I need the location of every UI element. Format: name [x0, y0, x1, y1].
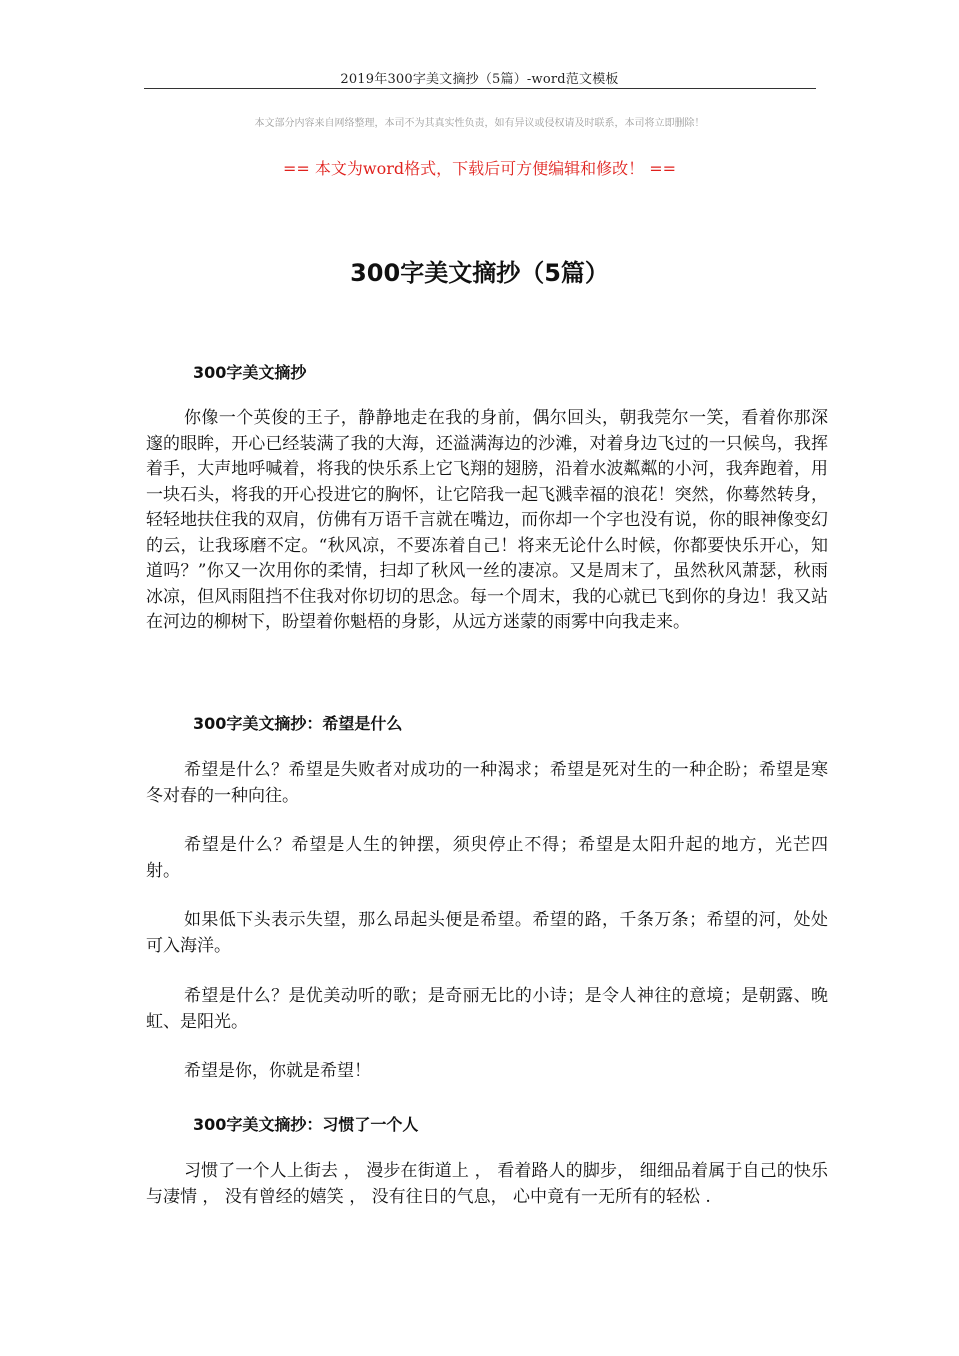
document-title: 300字美文摘抄（5篇）: [350, 259, 609, 287]
section-2-paragraph-5: 希望是你，你就是希望！: [184, 1061, 371, 1081]
format-notice: == 本文为word格式，下载后可方便编辑和修改！ ==: [282, 159, 677, 178]
section-heading-1: 300字美文摘抄: [193, 363, 307, 382]
header-divider: [144, 88, 816, 89]
disclaimer-text: 本文部分内容来自网络整理，本司不为其真实性负责，如有异议或侵权请及时联系，本司将立即删除！: [254, 118, 705, 129]
section-1-paragraph-1: 你像一个英俊的王子，静静地走在我的身前，偶尔回头，朝我莞尔一笑，看着你那深邃的眼眸，开心已经装满了我的大海，还溢满海边的沙滩，对着身边飞过的一只候鸟，我挥着手，大声地呼喊着，将我的快乐系上它飞翔的翅膀，沿着水波粼粼的小河，我奔跑着，用一块石头，将我的开心投进它的胸怀，让它陪我一起飞溅幸福的浪花！突然，你蓦然转身，轻轻地扶住我的双肩，仿佛有万语千言就在嘴边，而你却一个字也没有说，你的眼神像变幻的云，让我琢磨不定。“秋风凉，不要冻着自己！将来无论什么时候，你都要快乐开心，知道吗？”你又一次用你的柔情，扫却了秋风一丝的凄凉。又是周末了，虽然秋风萧瑟，秋雨冰凉，但风雨阻挡不住我对你切切的思念。每一个周末，我的心就已飞到你的身边！我又站在河边的柳树下，盼望着你魁梧的身影，从远方迷蒙的雨雾中向我走来。: [146, 408, 828, 632]
section-2-paragraph-2: 希望是什么？希望是人生的钟摆，须臾停止不得；希望是太阳升起的地方，光芒四射。: [146, 835, 828, 881]
section-2-paragraph-3: 如果低下头表示失望，那么昂起头便是希望。希望的路，千条万条；希望的河，处处可入海洋。: [146, 910, 828, 956]
section-2-paragraph-4: 希望是什么？是优美动听的歌；是奇丽无比的小诗；是令人神往的意境；是朝露、晚虹、是阳光。: [146, 986, 828, 1032]
section-heading-3: 300字美文摘抄：习惯了一个人: [193, 1115, 419, 1134]
running-header: 2019年300字美文摘抄（5篇）-word范文模板: [340, 72, 619, 87]
section-3-paragraph-1: 习惯了一个人上街去 ， 漫步在街道上 ， 看着路人的脚步， 细细品着属于自己的快乐与凄情 ， 没有曾经的嬉笑 ， 没有往日的气息， 心中竟有一无所有的轻松 .: [146, 1161, 828, 1207]
section-2-paragraph-1: 希望是什么？希望是失败者对成功的一种渴求；希望是死对生的一种企盼；希望是寒冬对春的一种向往。: [146, 760, 828, 806]
section-heading-2: 300字美文摘抄：希望是什么: [193, 714, 403, 733]
